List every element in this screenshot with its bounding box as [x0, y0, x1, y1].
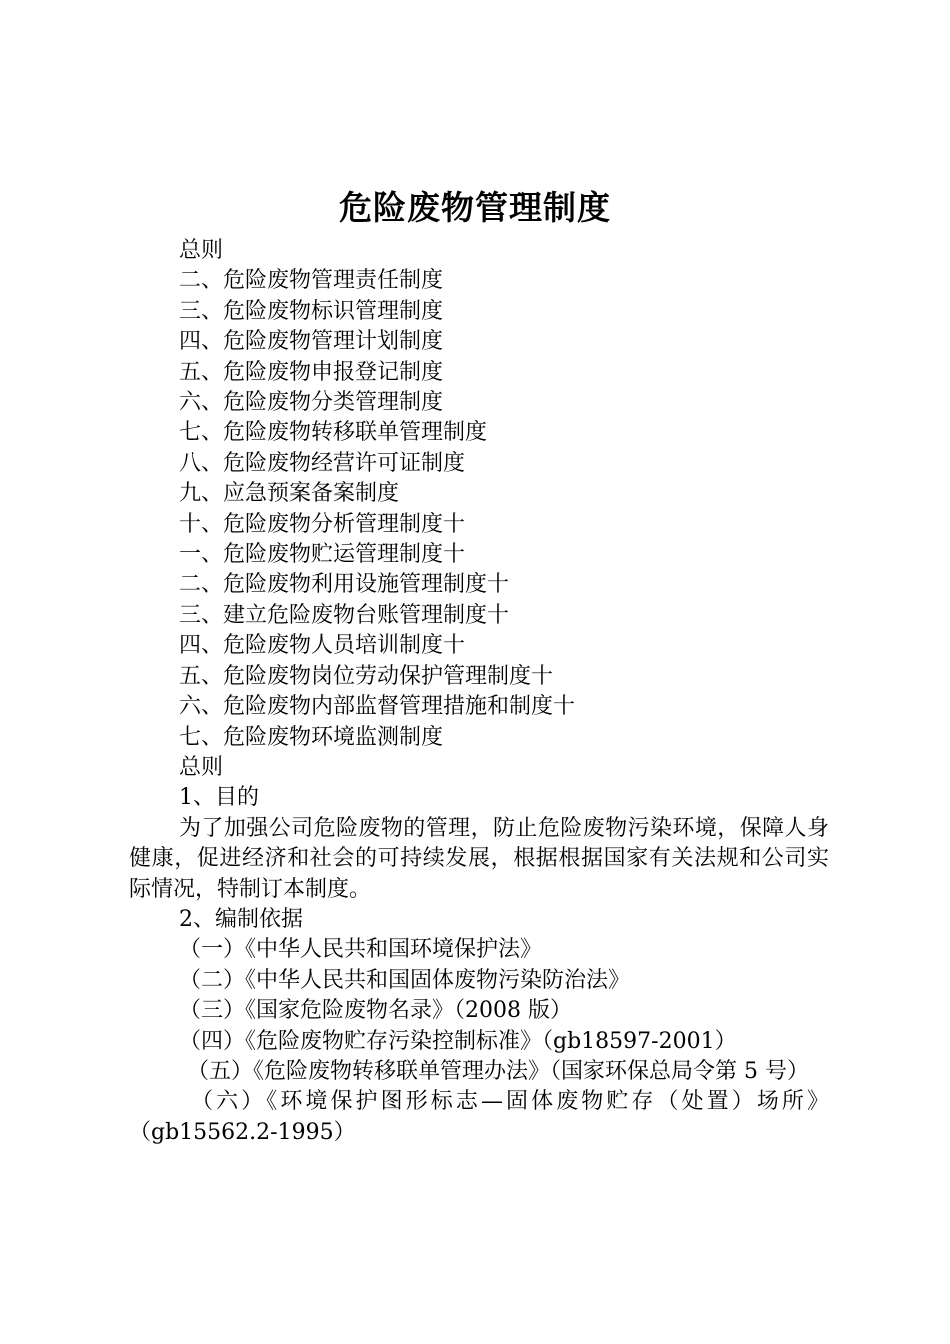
- toc-item: 五、危险废物申报登记制度: [179, 359, 444, 385]
- basis-item: （四）《危险废物贮存污染控制标准》（gb18597-2001）: [179, 1028, 737, 1054]
- basis-item: （一）《中华人民共和国环境保护法》: [179, 937, 543, 963]
- basis-heading: 2、编制依据: [179, 906, 303, 932]
- toc-item: 五、危险废物岗位劳动保护管理制度十: [179, 663, 554, 689]
- toc-item: 七、危险废物环境监测制度: [179, 724, 444, 750]
- toc-item: 十、危险废物分析管理制度十: [179, 511, 466, 537]
- section-heading: 总则: [179, 754, 224, 780]
- toc-item: 三、建立危险废物台账管理制度十: [179, 602, 510, 628]
- toc-item: 四、危险废物管理计划制度: [179, 329, 444, 355]
- toc-item: 七、危险废物转移联单管理制度: [179, 420, 488, 446]
- toc-item: 总则: [179, 238, 224, 263]
- purpose-heading: 1、目的: [179, 785, 259, 811]
- purpose-paragraph: 为了加强公司危险废物的管理，防止危险废物污染环境，保障人身健康，促进经济和社会的可持续发展，根据根据国家有关法规和公司实际情况，特制订本制度。: [129, 815, 829, 902]
- toc-item: 六、危险废物分类管理制度: [179, 390, 444, 416]
- toc-item: 二、危险废物利用设施管理制度十: [179, 572, 510, 598]
- toc-item: 三、危险废物标识管理制度: [179, 298, 444, 324]
- toc-item: 一、危险废物贮运管理制度十: [179, 542, 466, 568]
- basis-item: （五）《危险废物转移联单管理办法》（国家环保总局令第 5 号）: [187, 1058, 809, 1084]
- toc-item: 六、危险废物内部监督管理措施和制度十: [179, 694, 576, 720]
- document-title: 危险废物管理制度: [339, 188, 611, 227]
- basis-item: （六）《环境保护图形标志—固体废物贮存（处置）场所》（gb15562.2-1995）: [129, 1089, 829, 1145]
- toc-item: 二、危险废物管理责任制度: [179, 268, 444, 294]
- document-body: [129, 236, 829, 1148]
- toc-item: 四、危险废物人员培训制度十: [179, 633, 466, 659]
- basis-item: （二）《中华人民共和国固体废物污染防治法》: [179, 967, 631, 993]
- toc-item: 九、应急预案备案制度: [179, 481, 400, 507]
- basis-item: （三）《国家危险废物名录》（2008 版）: [179, 998, 572, 1024]
- toc-item: 八、危险废物经营许可证制度: [179, 450, 466, 476]
